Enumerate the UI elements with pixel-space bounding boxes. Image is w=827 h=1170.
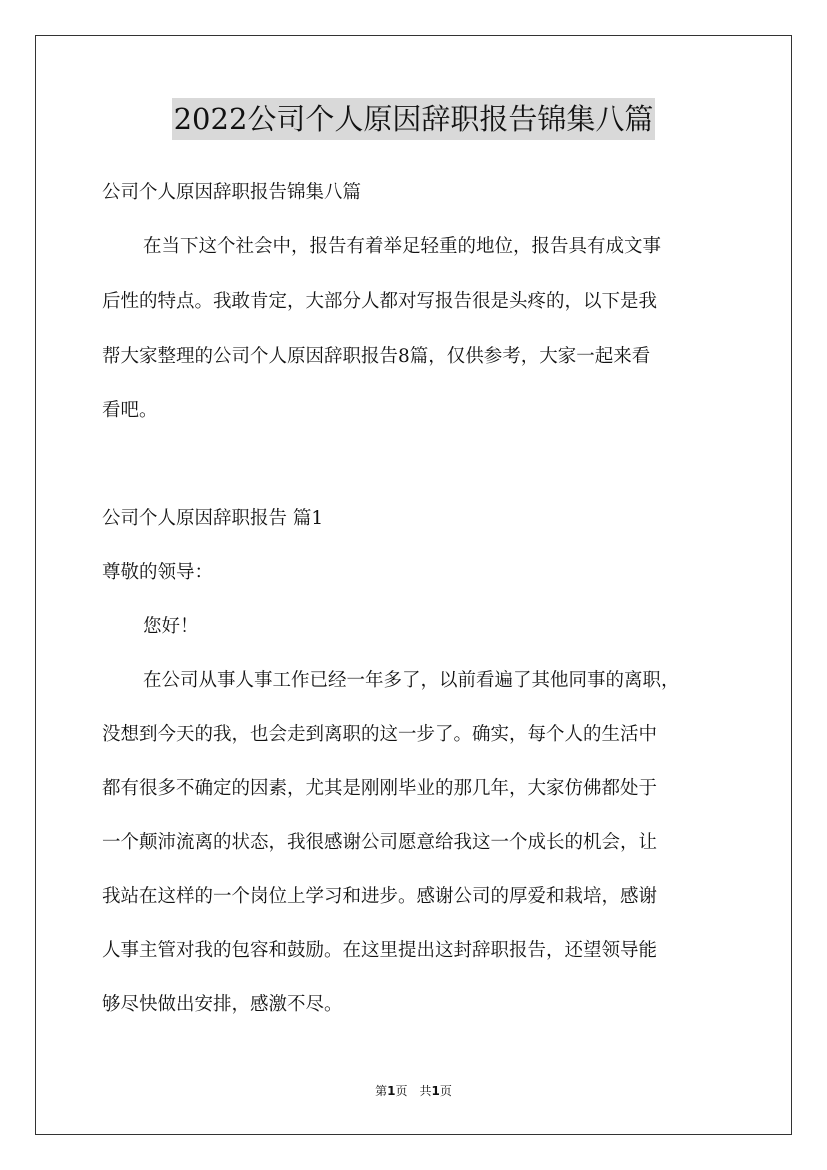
section-heading: 公司个人原因辞职报告 篇1 [102, 508, 324, 529]
body-line-1: 在公司从事人事工作已经一年多了，以前看遍了其他同事的离职， [143, 670, 680, 691]
salutation: 尊敬的领导： [102, 562, 214, 583]
footer-page-mid: 页 共 [395, 1084, 432, 1098]
intro-line-2: 后性的特点。我敢肯定，大部分人都对写报告很是头疼的，以下是我 [102, 291, 658, 312]
page-footer [0, 1083, 827, 1099]
footer-page-prefix: 第 [375, 1084, 388, 1098]
body-line-5: 我站在这样的一个岗位上学习和进步。感谢公司的厚爱和栽培，感谢 [102, 886, 658, 907]
intro-line-4: 看吧。 [102, 400, 158, 421]
footer-page-current: 1 [387, 1084, 396, 1098]
document-title: 2022公司个人原因辞职报告锦集八篇 [172, 98, 656, 140]
intro-line-3: 帮大家整理的公司个人原因辞职报告8篇，仅供参考，大家一起来看 [102, 346, 651, 367]
greeting: 您好！ [143, 616, 199, 637]
document-subtitle: 公司个人原因辞职报告锦集八篇 [102, 182, 362, 203]
body-line-4: 一个颠沛流离的状态，我很感谢公司愿意给我这一个成长的机会，让 [102, 832, 658, 853]
title-container [0, 98, 827, 140]
body-line-2: 没想到今天的我，也会走到离职的这一步了。确实，每个人的生活中 [102, 724, 658, 745]
body-line-3: 都有很多不确定的因素，尤其是刚刚毕业的那几年，大家仿佛都处于 [102, 778, 658, 799]
footer-page-suffix: 页 [439, 1084, 452, 1098]
intro-line-1: 在当下这个社会中，报告有着举足轻重的地位，报告具有成文事 [143, 236, 662, 257]
footer-page-total: 1 [431, 1084, 440, 1098]
body-line-7: 够尽快做出安排，感激不尽。 [102, 994, 343, 1015]
body-line-6: 人事主管对我的包容和鼓励。在这里提出这封辞职报告，还望领导能 [102, 940, 658, 961]
